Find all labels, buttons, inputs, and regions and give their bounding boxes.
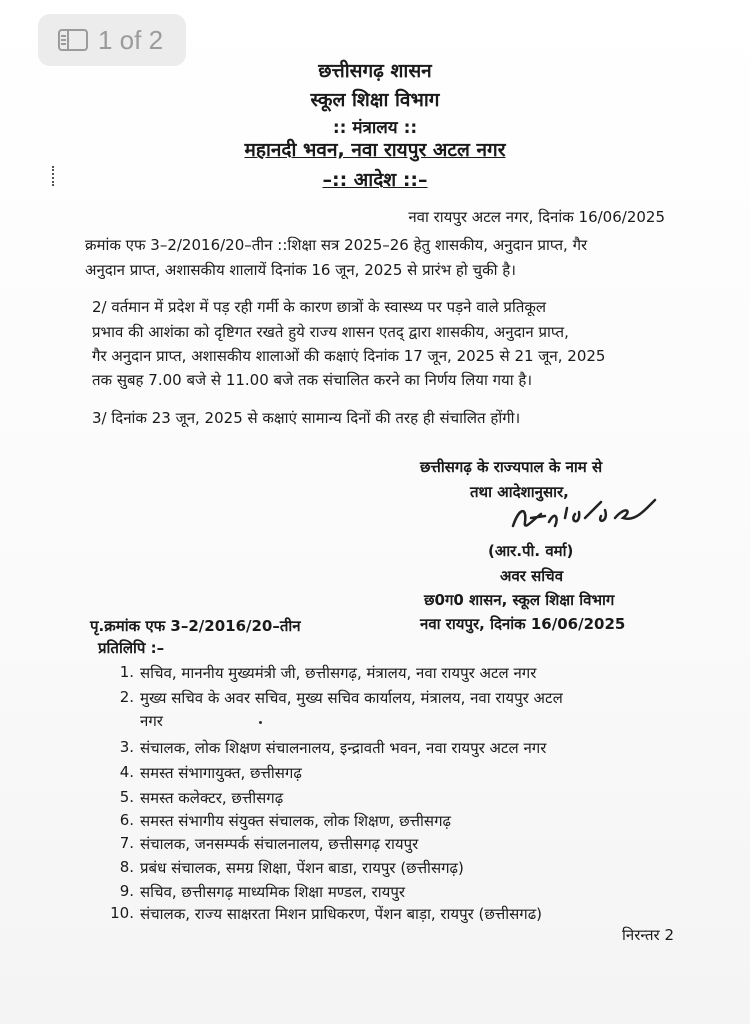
- paragraph-2-line-1: 2/ वर्तमान में प्रदेश में पड़ रही गर्मी के कारण छात्रों के स्वास्थ्य पर पड़ने वाले प्रतिकूल: [92, 298, 547, 316]
- list-item-number: 6.: [119, 811, 134, 829]
- list-item-number: 3.: [119, 738, 134, 756]
- list-item-text: समस्त कलेक्टर, छत्तीसगढ़: [140, 789, 284, 807]
- margin-mark: [52, 166, 56, 186]
- list-item-continuation: नगर: [140, 712, 163, 730]
- list-item-number: 7.: [119, 834, 134, 852]
- signatory-designation: अवर सचिव: [500, 567, 564, 585]
- handwritten-signature: [505, 488, 665, 543]
- list-item-text: सचिव, माननीय मुख्यमंत्री जी, छत्तीसगढ़, मंत्रालय, नवा रायपुर अटल नगर: [140, 664, 537, 682]
- list-item: [119, 882, 406, 902]
- header-address: महानदी भवन, नवा रायपुर अटल नगर: [244, 139, 506, 161]
- copy-to-heading: प्रतिलिपि :–: [98, 639, 165, 657]
- list-item-number: 4.: [119, 763, 134, 781]
- list-item-text: संचालक, लोक शिक्षण संचालनालय, इन्द्रावती भवन, नवा रायपुर अटल नगर: [140, 739, 547, 757]
- list-item-number: 9.: [119, 882, 134, 900]
- list-item-text: सचिव, छत्तीसगढ़ माध्यमिक शिक्षा मण्डल, रायपुर: [140, 883, 406, 901]
- order-place-date: नवा रायपुर अटल नगर, दिनांक 16/06/2025: [408, 208, 665, 226]
- list-item-text: मुख्य सचिव के अवर सचिव, मुख्य सचिव कार्यालय, मंत्रालय, नवा रायपुर अटल: [140, 689, 563, 707]
- endorsement-date: नवा रायपुर, दिनांक 16/06/2025: [420, 615, 626, 633]
- list-item: [119, 663, 537, 683]
- list-item-number: 5.: [119, 788, 134, 806]
- list-item: [119, 688, 563, 708]
- page-view-icon: [58, 29, 88, 51]
- signatory-name: (आर.पी. वर्मा): [488, 542, 574, 560]
- signature-authority-line-2: तथा आदेशानुसार,: [470, 483, 569, 501]
- list-item-text: संचालक, राज्य साक्षरता मिशन प्राधिकरण, पेंशन बाड़ा, रायपुर (छत्तीसगढ): [140, 905, 543, 923]
- list-item: [119, 788, 284, 808]
- list-item: [119, 738, 547, 758]
- paragraph-2-line-2: प्रभाव की आशंका को दृष्टिगत रखते हुये राज्य शासन एतद् द्वारा शासकीय, अनुदान प्राप्त,: [92, 323, 569, 341]
- list-item-text: समस्त संभागीय संयुक्त संचालक, लोक शिक्षण, छत्तीसगढ़: [140, 812, 451, 830]
- paragraph-1-line-2: अनुदान प्राप्त, अशासकीय शालायें दिनांक 16 जून, 2025 से प्रारंभ हो चुकी है।: [85, 261, 516, 279]
- list-item: [119, 834, 419, 854]
- list-item-number: 8.: [119, 858, 134, 876]
- header-ministry: :: मंत्रालय ::: [332, 118, 418, 138]
- list-item: [110, 904, 543, 924]
- list-item-text: समस्त संभागायुक्त, छत्तीसगढ़: [140, 764, 302, 782]
- stray-mark: [259, 721, 262, 724]
- page-counter-text: 1 of 2: [98, 24, 164, 55]
- header-order-title: –:: आदेश ::–: [322, 169, 428, 191]
- paragraph-2-line-4: तक सुबह 7.00 बजे से 11.00 बजे तक संचालित करने का निर्णय लिया गया है।: [92, 371, 533, 389]
- list-item-number: 1.: [119, 663, 134, 681]
- endorsement-number: पृ.क्रमांक एफ 3–2/2016/20–तीन: [90, 617, 301, 635]
- list-item: [119, 858, 464, 878]
- paragraph-3: 3/ दिनांक 23 जून, 2025 से कक्षाएं सामान्य दिनों की तरह ही संचालित होंगी।: [92, 409, 521, 427]
- header-government: छत्तीसगढ़ शासन: [318, 60, 432, 82]
- continued-note: निरन्तर 2: [622, 926, 674, 944]
- paragraph-2-line-3: गैर अनुदान प्राप्त, अशासकीय शालाओं की कक्षाएं दिनांक 17 जून, 2025 से 21 जून, 2025: [92, 347, 606, 365]
- signature-authority-line-1: छत्तीसगढ़ के राज्यपाल के नाम से: [420, 458, 603, 476]
- paragraph-1-line-1: क्रमांक एफ 3–2/2016/20–तीन ::शिक्षा सत्र 2025–26 हेतु शासकीय, अनुदान प्राप्त, गैर: [85, 236, 588, 254]
- list-item: [119, 811, 451, 831]
- list-item: [119, 763, 302, 783]
- list-item-text: प्रबंध संचालक, समग्र शिक्षा, पेंशन बाडा, रायपुर (छत्तीसगढ़): [140, 859, 464, 877]
- header-department: स्कूल शिक्षा विभाग: [310, 89, 440, 111]
- list-item-text: संचालक, जनसम्पर्क संचालनालय, छत्तीसगढ़ रायपुर: [140, 835, 419, 853]
- signatory-department: छ0ग0 शासन, स्कूल शिक्षा विभाग: [424, 591, 615, 609]
- list-item-number: 2.: [119, 688, 134, 706]
- list-item-number: 10.: [110, 904, 134, 922]
